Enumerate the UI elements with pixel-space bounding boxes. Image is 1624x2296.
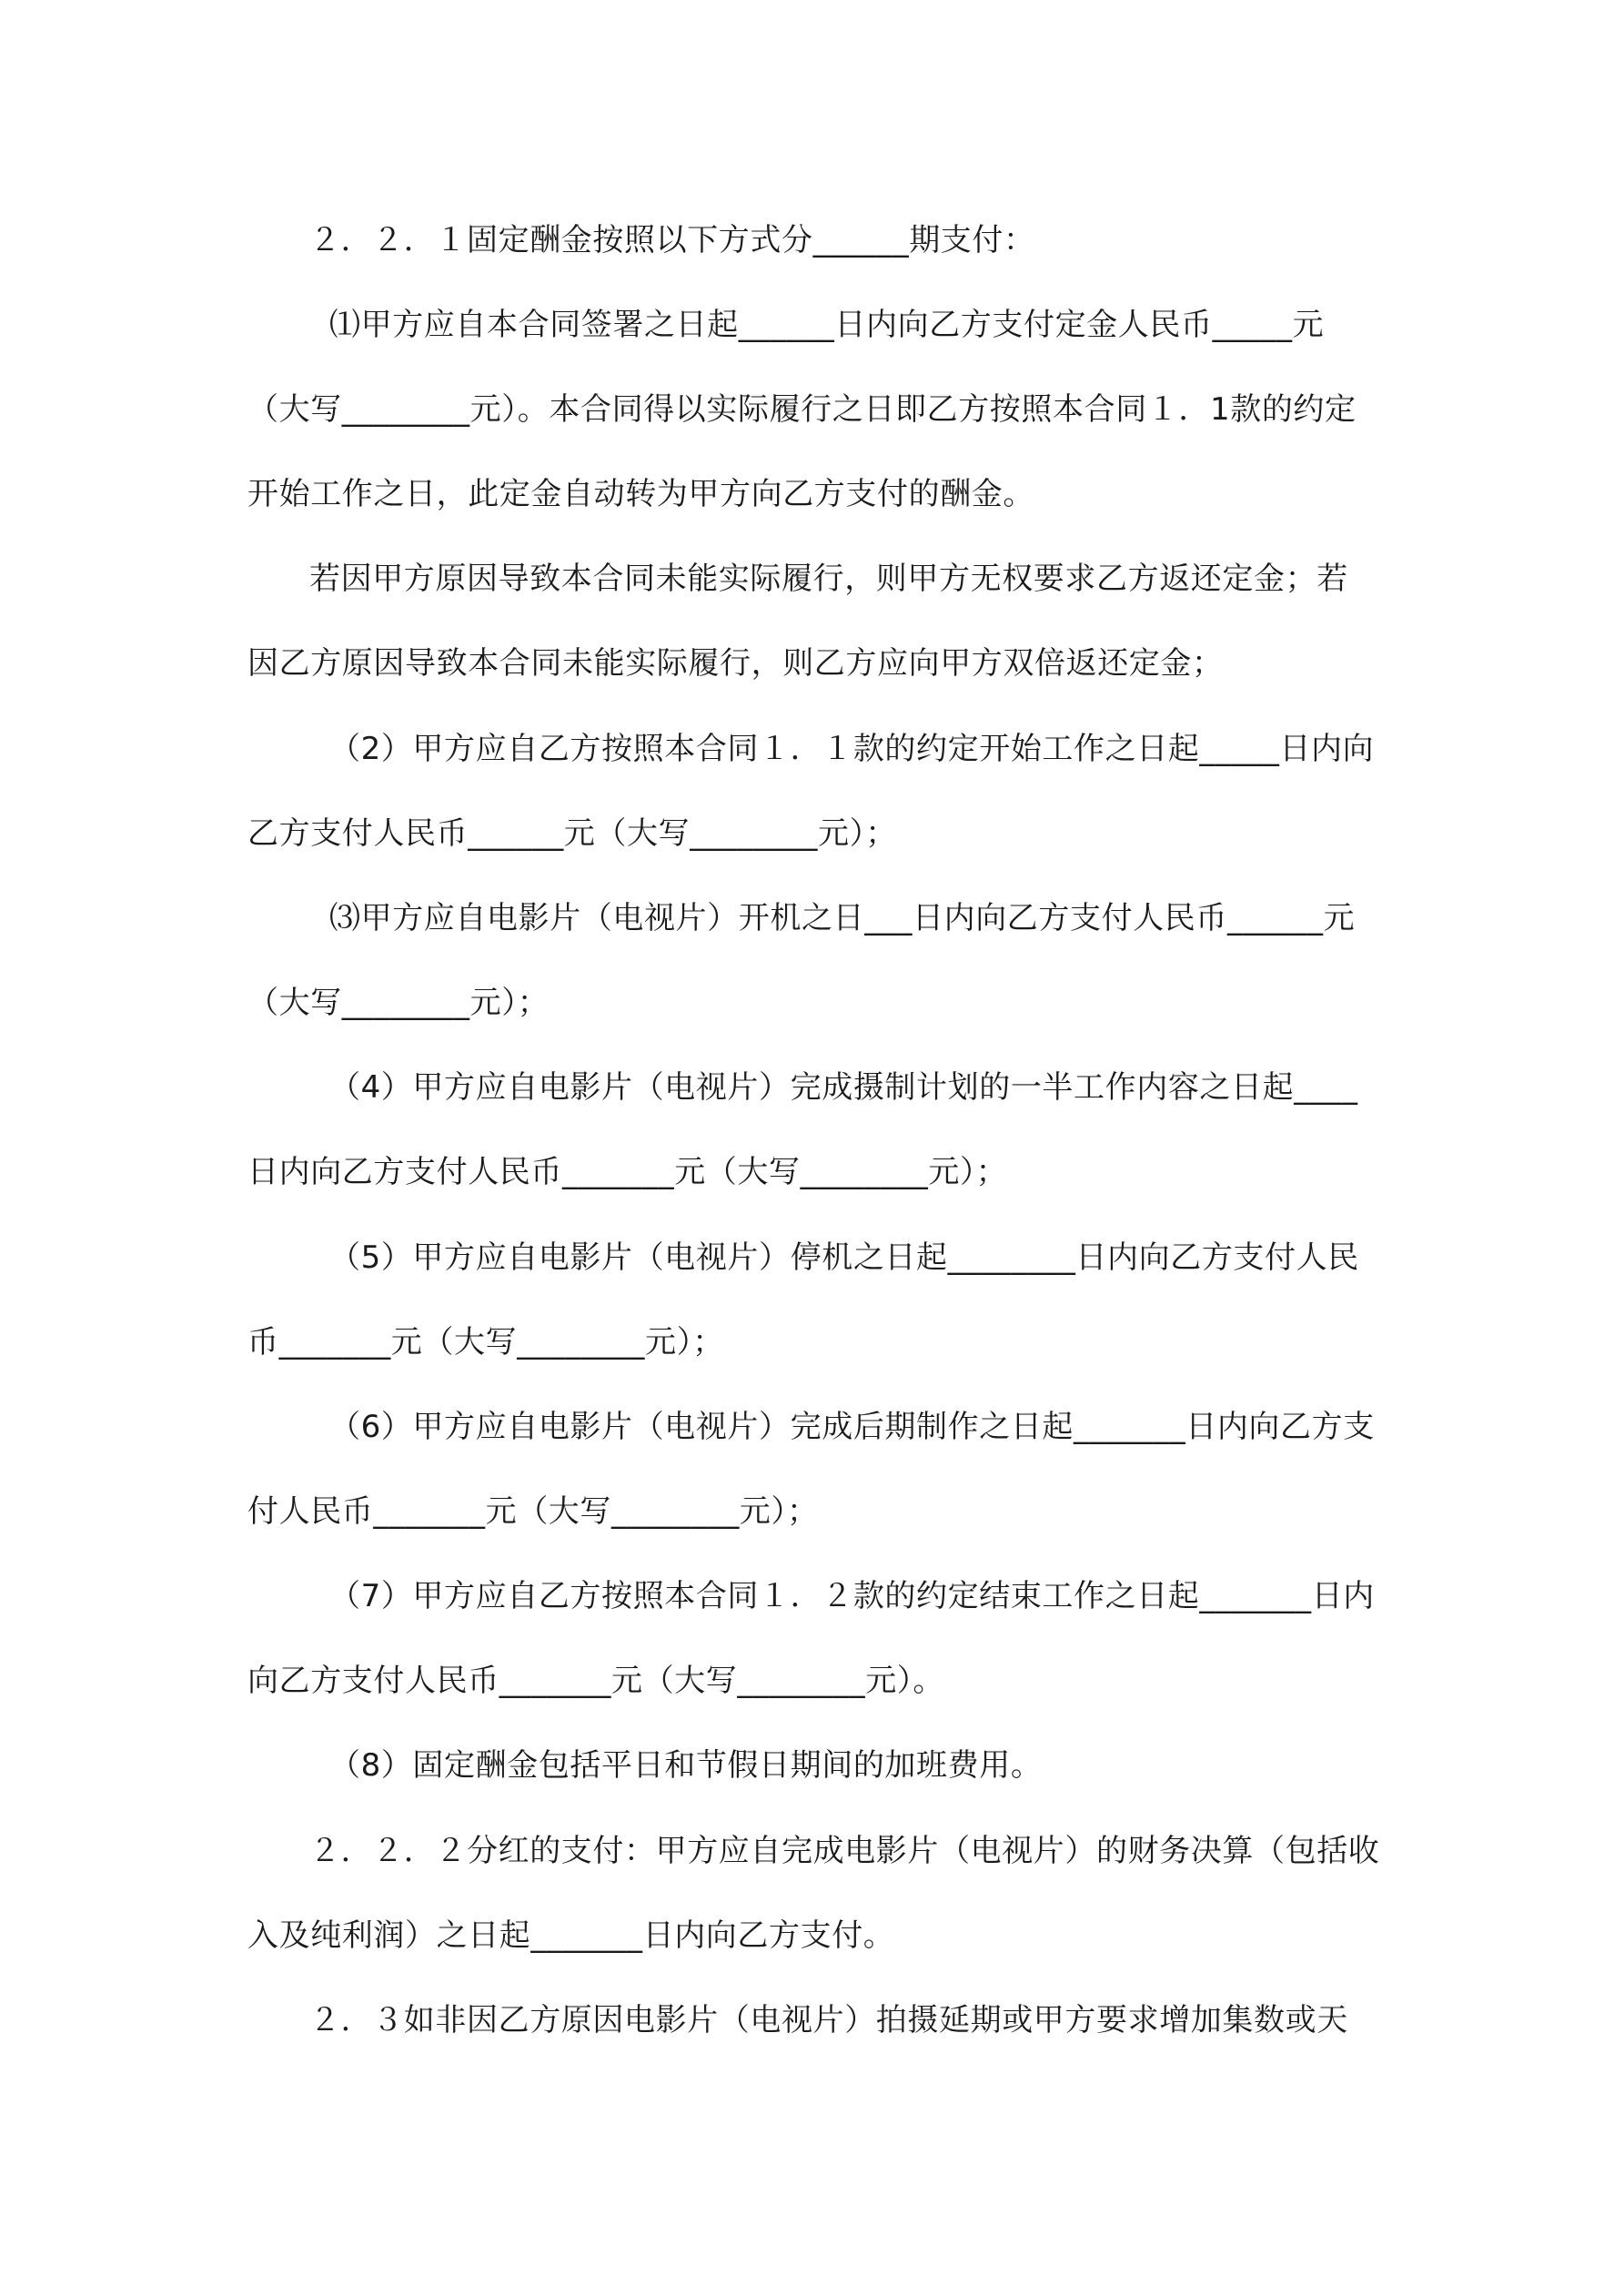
item-1-line-2: （大写________元）。本合同得以实际履行之日即乙方按照本合同１．1款的约定 <box>247 391 1357 428</box>
item-5-line-1: （5）甲方应自电影片（电视片）停机之日起________日内向乙方支付人民 <box>329 1239 1359 1276</box>
item-8-line-1: （8）固定酬金包括平日和节假日期间的加班费用。 <box>329 1747 1043 1784</box>
item-7-line-2: 向乙方支付人民币_______元（大写________元）。 <box>247 1663 944 1699</box>
item-2-line-2: 乙方支付人民币______元（大写________元）； <box>247 815 897 852</box>
item-4-line-2: 日内向乙方支付人民币_______元（大写________元）； <box>247 1154 1008 1190</box>
item-1-line-3: 开始工作之日，此定金自动转为甲方向乙方支付的酬金。 <box>247 476 1034 512</box>
item-2-line-1: （2）甲方应自乙方按照本合同１．１款的约定开始工作之日起_____日内向 <box>329 731 1375 767</box>
deposit-rule-line-1: 若因甲方原因导致本合同未能实际履行，则甲方无权要求乙方返还定金；若 <box>309 561 1348 597</box>
item-3-line-2: （大写________元）； <box>247 985 550 1021</box>
item-4-line-1: （4）甲方应自电影片（电视片）完成摄制计划的一半工作内容之日起____ <box>329 1069 1358 1106</box>
item-7-line-1: （7）甲方应自乙方按照本合同１．２款的约定结束工作之日起_______日内 <box>329 1578 1375 1614</box>
item-3-line-1: ⑶甲方应自电影片（电视片）开机之日___日内向乙方支付人民币______元 <box>329 900 1356 936</box>
clause-2-3-line-1: ２．３如非因乙方原因电影片（电视片）拍摄延期或甲方要求增加集数或天 <box>309 2002 1348 2038</box>
clause-2-2-2-line-1: ２．２．２分红的支付：甲方应自完成电影片（电视片）的财务决算（包括收 <box>309 1833 1380 1869</box>
clause-2-2-2-line-2: 入及纯利润）之日起_______日内向乙方支付。 <box>247 1917 895 1954</box>
item-6-line-2: 付人民币_______元（大写________元）； <box>247 1493 819 1530</box>
deposit-rule-line-2: 因乙方原因导致本合同未能实际履行，则乙方应向甲方双倍返还定金； <box>247 645 1224 682</box>
clause-2-2-1-heading: ２．２．１固定酬金按照以下方式分______期支付： <box>309 222 1035 258</box>
item-1-line-1: ⑴甲方应自本合同签署之日起______日内向乙方支付定金人民币_____元 <box>329 307 1325 343</box>
item-5-line-2: 币_______元（大写________元）； <box>247 1324 724 1360</box>
item-6-line-1: （6）甲方应自电影片（电视片）完成后期制作之日起_______日内向乙方支 <box>329 1409 1375 1445</box>
